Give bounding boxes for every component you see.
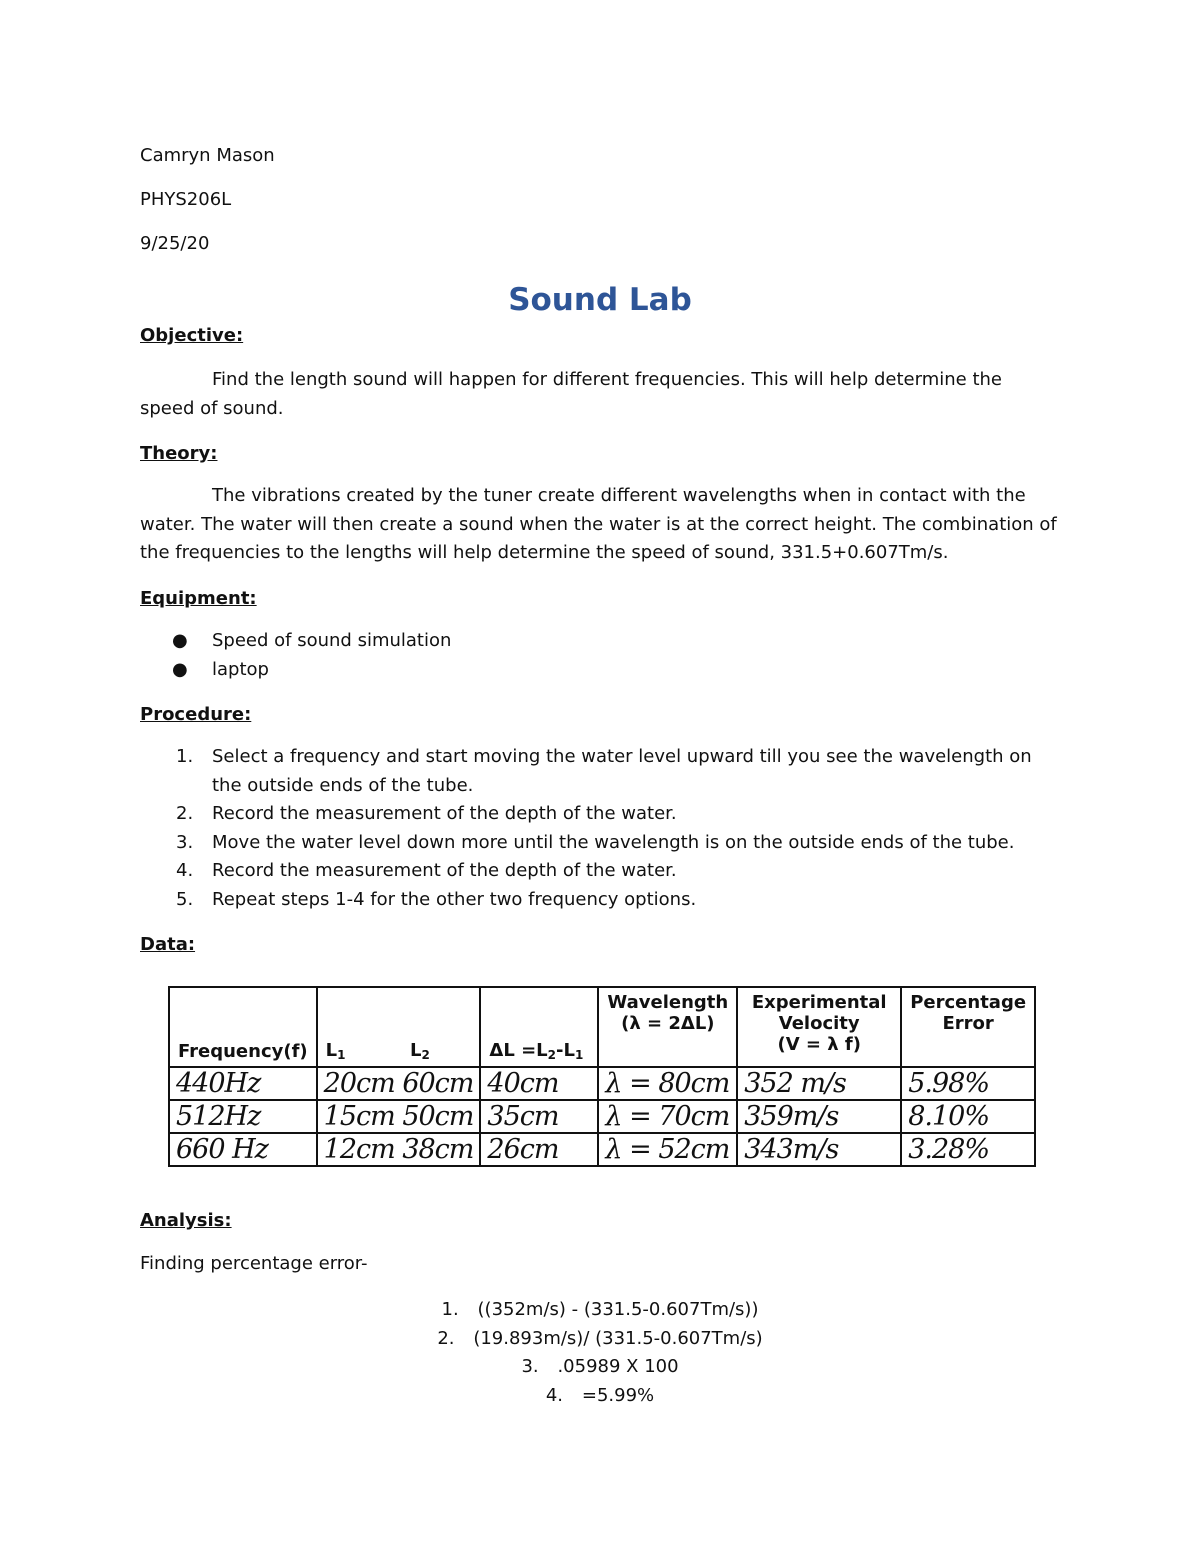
cell-delta: 35cm (480, 1100, 598, 1133)
analysis-heading: Analysis: (140, 1210, 232, 1231)
bullet-icon: ● (172, 630, 188, 651)
data-table (168, 986, 1036, 1167)
page-title: Sound Lab (508, 282, 692, 318)
cell-wavelength: λ = 70cm (598, 1100, 737, 1133)
cell-error: 5.98% (901, 1067, 1035, 1100)
list-item: ● Speed of sound simulation (140, 627, 1060, 656)
data-heading: Data: (140, 934, 196, 955)
table-row (169, 1133, 1035, 1166)
date: 9/25/20 (140, 233, 210, 254)
cell-error: 3.28% (901, 1133, 1035, 1166)
table-row (169, 1100, 1035, 1133)
objective-heading: Objective: (140, 325, 244, 346)
cell-velocity: 352 m/s (737, 1067, 901, 1100)
cell-frequency: 440Hz (169, 1067, 317, 1100)
list-item: 2. Record the measurement of the depth of the water. (176, 803, 677, 824)
col-lengths: L1 L2 (317, 987, 481, 1067)
table-header-row (169, 987, 1035, 1067)
cell-delta: 40cm (480, 1067, 598, 1100)
cell-velocity: 359m/s (737, 1100, 901, 1133)
col-velocity: Experimental Velocity (V = λ f) (737, 987, 901, 1067)
objective-text (140, 366, 1060, 423)
cell-wavelength: λ = 52cm (598, 1133, 737, 1166)
list-item: 3. Move the water level down more until the wavelength is on the outside ends of the tube. (176, 831, 1015, 853)
equipment-heading: Equipment: (140, 588, 257, 609)
list-item: ● laptop (140, 656, 1060, 685)
objective-body: Find the length sound will happen for different frequencies. This will help determine the speed of sound. (140, 369, 1002, 419)
theory-text (140, 482, 1060, 568)
analysis-intro: Finding percentage error- (140, 1253, 368, 1274)
list-item: 3. .05989 X 100 (521, 1356, 679, 1377)
list-item: 1. Select a frequency and start moving the water level upward till you see the wavelength on the outside ends of the tube. (176, 746, 1032, 796)
cell-error: 8.10% (901, 1100, 1035, 1133)
col-wavelength: Wavelength (λ = 2ΔL) (598, 987, 737, 1067)
list-item: 2. (19.893m/s)/ (331.5-0.607Tm/s) (437, 1327, 763, 1349)
theory-heading: Theory: (140, 443, 218, 464)
table-row (169, 1067, 1035, 1100)
analysis-steps (140, 1296, 1060, 1410)
list-item: 4. Record the measurement of the depth of the water. (176, 860, 677, 881)
cell-lengths: 15cm 50cm (317, 1100, 481, 1133)
course-code: PHYS206L (140, 189, 232, 210)
col-error: Percentage Error (901, 987, 1035, 1067)
author-name: Camryn Mason (140, 145, 275, 166)
list-item: 4. =5.99% (545, 1384, 655, 1406)
cell-frequency: 660 Hz (169, 1133, 317, 1166)
col-delta-l: ΔL =L2-L1 (480, 987, 598, 1067)
cell-delta: 26cm (480, 1133, 598, 1166)
list-item: 5. Repeat steps 1-4 for the other two frequency options. (176, 888, 697, 910)
cell-lengths: 20cm 60cm (317, 1067, 481, 1100)
col-frequency: Frequency(f) (169, 987, 317, 1067)
procedure-list (140, 743, 1060, 914)
bullet-icon: ● (172, 658, 188, 680)
cell-lengths: 12cm 38cm (317, 1133, 481, 1166)
cell-velocity: 343m/s (737, 1133, 901, 1166)
procedure-heading: Procedure: (140, 704, 252, 725)
cell-wavelength: λ = 80cm (598, 1067, 737, 1100)
list-item: 1. ((352m/s) - (331.5-0.607Tm/s)) (441, 1299, 759, 1320)
equipment-list (140, 627, 1060, 684)
theory-body: The vibrations created by the tuner create different wavelengths when in contact with the water. The water will then create a sound when the water is at the correct height. The combination of the frequencies to the lengths will help determine the speed of sound, 331.5+0.607Tm/s. (140, 485, 1057, 563)
cell-frequency: 512Hz (169, 1100, 317, 1133)
